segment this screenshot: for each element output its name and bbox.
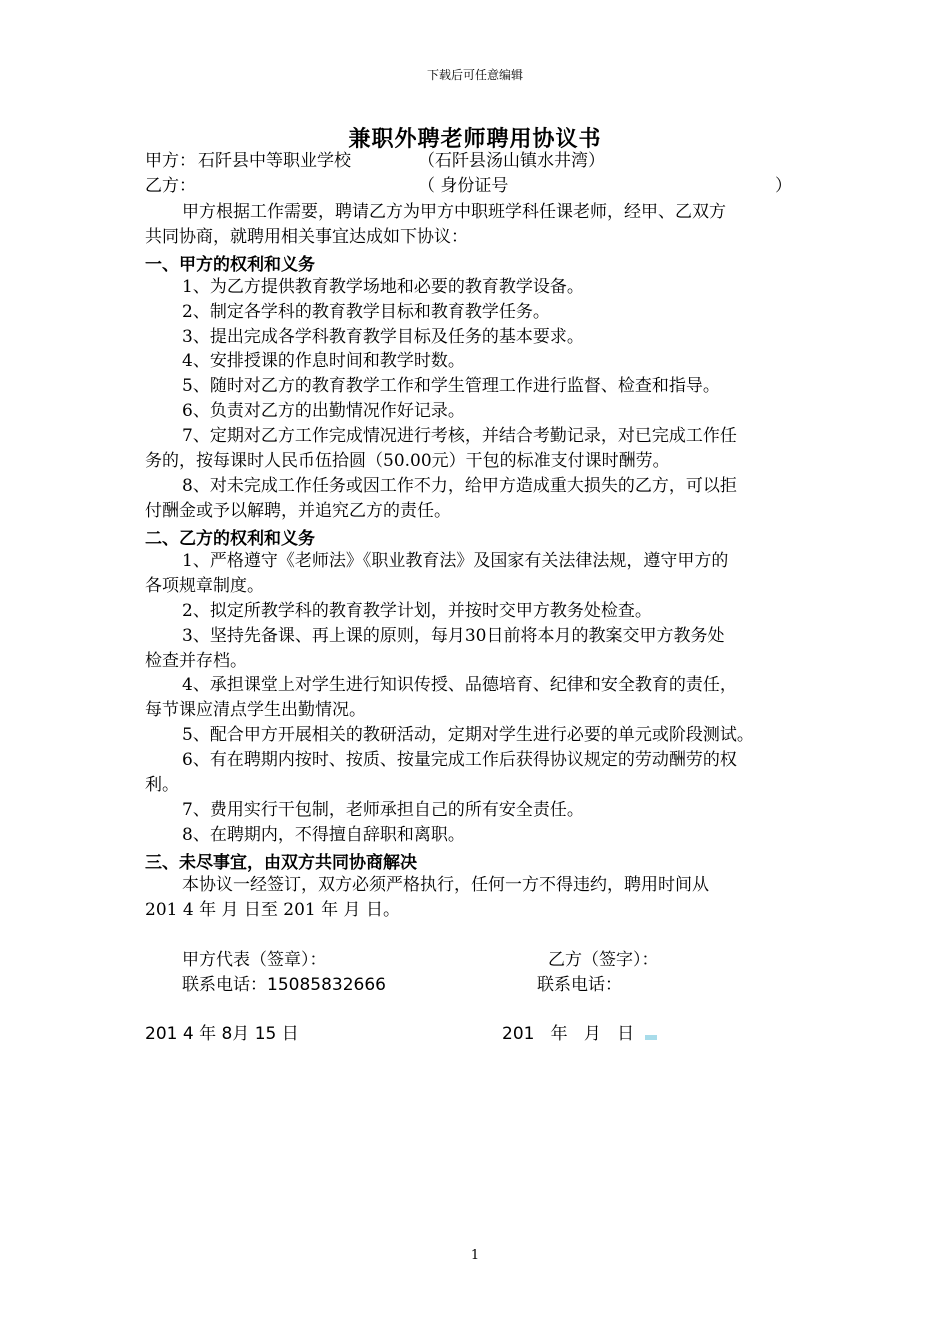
party-a-address: （石阡县汤山镇水井湾）: [418, 151, 605, 171]
party-b-date: 201 年 月 日: [502, 1024, 635, 1044]
intro-line: 共同协商，就聘用相关事宜达成如下协议：: [145, 227, 468, 247]
clause-line: 8、对未完成工作任务或因工作不力，给甲方造成重大损失的乙方，可以拒: [182, 476, 737, 496]
clause-line: 2、制定各学科的教育教学目标和教育教学任务。: [182, 302, 550, 322]
clause-line: 2、拟定所教学科的教育教学计划，并按时交甲方教务处检查。: [182, 601, 652, 621]
clause-line: 8、在聘期内，不得擅自辞职和离职。: [182, 825, 465, 845]
party-b-id-open: （ 身份证号: [418, 176, 509, 196]
clause-line: 6、有在聘期内按时、按质、按量完成工作后获得协议规定的劳动酬劳的权: [182, 750, 737, 770]
section-heading: 三、未尽事宜，由双方共同协商解决: [145, 853, 417, 873]
section-heading: 一、甲方的权利和义务: [145, 255, 315, 275]
clause-line: 本协议一经签订，双方必须严格执行，任何一方不得违约，聘用时间从: [182, 875, 709, 895]
clause-line: 检查并存档。: [145, 651, 247, 671]
clause-line: 201 4 年 月 日至 201 年 月 日。: [145, 900, 400, 920]
clause-line: 7、定期对乙方工作完成情况进行考核，并结合考勤记录，对已完成工作任: [182, 426, 737, 446]
clause-line: 5、随时对乙方的教育教学工作和学生管理工作进行监督、检查和指导。: [182, 376, 720, 396]
party-a-name: 石阡县中等职业学校: [198, 151, 351, 171]
party-a-representative: 甲方代表（签章）：: [182, 950, 327, 970]
page-number: 1: [470, 1248, 480, 1263]
clause-line: 4、承担课堂上对学生进行知识传授、品德培育、纪律和安全教育的责任，: [182, 675, 737, 695]
clause-line: 1、为乙方提供教育教学场地和必要的教育教学设备。: [182, 277, 584, 297]
clause-line: 5、配合甲方开展相关的教研活动，定期对学生进行必要的单元或阶段测试。: [182, 725, 754, 745]
clause-line: 7、费用实行干包制，老师承担自己的所有安全责任。: [182, 800, 584, 820]
clause-line: 付酬金或予以解聘，并追究乙方的责任。: [145, 501, 451, 521]
party-a-phone: 联系电话：15085832666: [182, 975, 386, 995]
highlight-mark: [645, 1035, 657, 1040]
section-heading: 二、乙方的权利和义务: [145, 529, 315, 549]
clause-line: 3、坚持先备课、再上课的原则，每月30日前将本月的教案交甲方教务处: [182, 626, 725, 646]
clause-line: 6、负责对乙方的出勤情况作好记录。: [182, 401, 465, 421]
party-b-signature: 乙方（签字）：: [548, 950, 659, 970]
clause-line: 务的，按每课时人民币伍拾圆（50.00元）干包的标准支付课时酬劳。: [145, 451, 670, 471]
party-b-label: 乙方：: [145, 176, 196, 196]
party-b-id-close: ）: [775, 176, 792, 196]
document-title: 兼职外聘老师聘用协议书: [348, 127, 602, 152]
page-header: 下载后可任意编辑: [426, 68, 523, 82]
clause-line: 利。: [145, 775, 179, 795]
clause-line: 3、提出完成各学科教育教学目标及任务的基本要求。: [182, 327, 584, 347]
intro-line: 甲方根据工作需要，聘请乙方为甲方中职班学科任课老师，经甲、乙双方: [182, 202, 726, 222]
clause-line: 1、严格遵守《老师法》《职业教育法》及国家有关法律法规，遵守甲方的: [182, 551, 729, 571]
clause-line: 4、安排授课的作息时间和教学时数。: [182, 351, 465, 371]
clause-line: 每节课应清点学生出勤情况。: [145, 700, 366, 720]
clause-line: 各项规章制度。: [145, 576, 264, 596]
party-a-label: 甲方：: [145, 151, 196, 171]
party-b-phone: 联系电话：: [537, 975, 622, 995]
party-a-date: 201 4 年 8月 15 日: [145, 1024, 299, 1044]
